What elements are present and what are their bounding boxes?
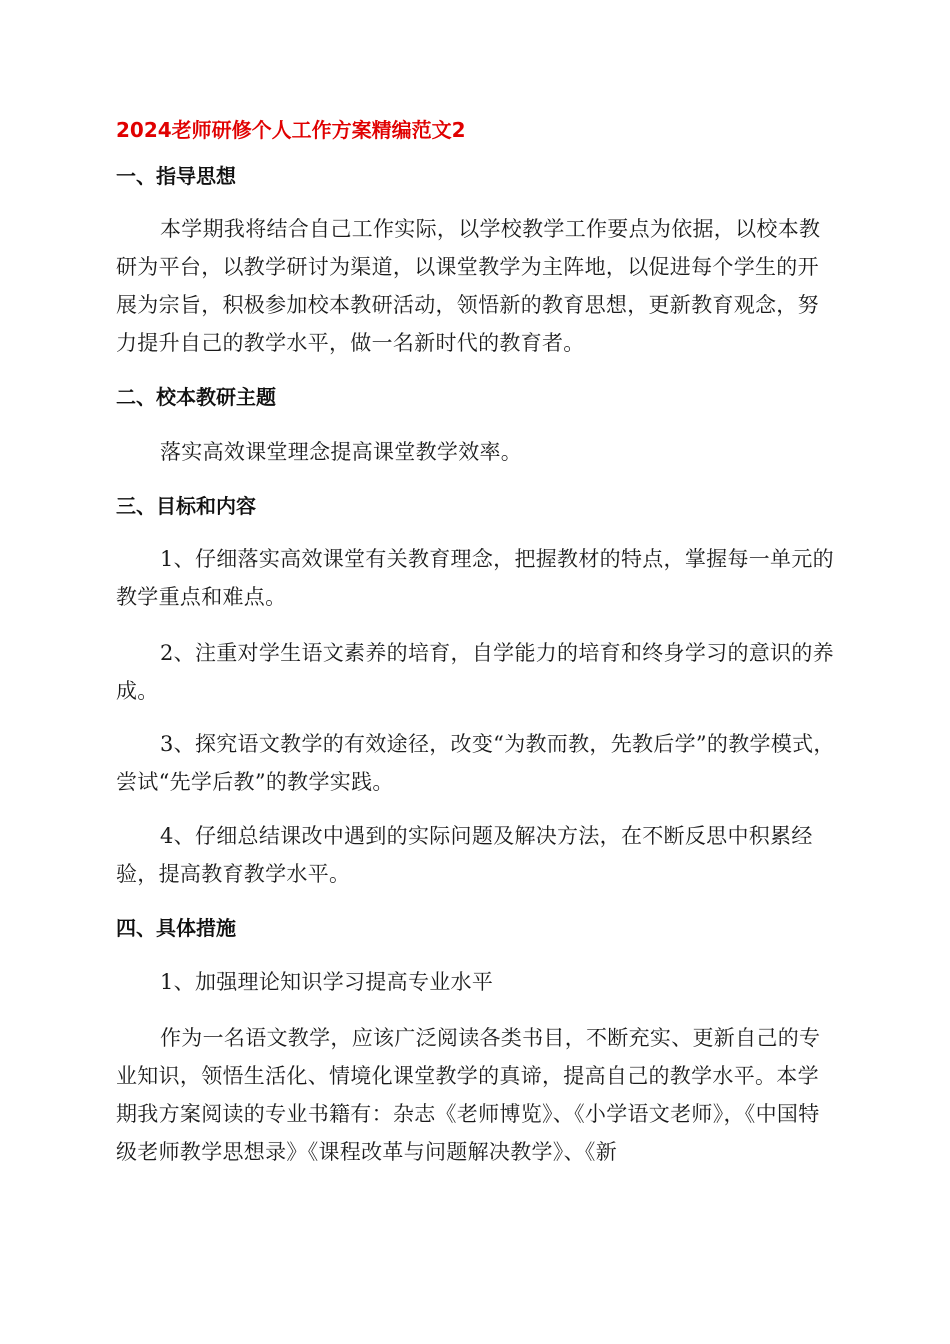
document-title: 2024老师研修个人工作方案精编范文2 [116, 118, 466, 142]
list-item: 1、仔细落实高效课堂有关教育理念，把握教材的特点，掌握每一单元的教学重点和难点。 [116, 547, 834, 609]
list-item: 4、仔细总结课改中遇到的实际问题及解决方法，在不断反思中积累经验，提高教育教学水平。 [116, 824, 813, 886]
section-heading-4: 四、具体措施 [116, 916, 236, 940]
list-item: 1、加强理论知识学习提高专业水平 [160, 970, 494, 994]
paragraph: 落实高效课堂理念提高课堂教学效率。 [160, 440, 523, 464]
list-item: 2、注重对学生语文素养的培育，自学能力的培育和终身学习的意识的养成。 [116, 641, 834, 703]
section-heading-1: 一、指导思想 [116, 164, 236, 188]
list-item: 3、探究语文教学的有效途径，改变“为教而教，先教后学”的教学模式，尝试“先学后教”的教学实践。 [116, 732, 835, 794]
paragraph: 本学期我将结合自己工作实际，以学校教学工作要点为依据，以校本教研为平台，以教学研讨为渠道，以课堂教学为主阵地，以促进每个学生的开展为宗旨，积极参加校本教研活动，领悟新的教育思想，更新教育观念，努力提升自己的教学水平，做一名新时代的教育者。 [116, 217, 821, 355]
section-heading-3: 三、目标和内容 [116, 494, 256, 518]
section-heading-2: 二、校本教研主题 [116, 385, 276, 409]
paragraph: 作为一名语文教学，应该广泛阅读各类书目，不断充实、更新自己的专业知识，领悟生活化、情境化课堂教学的真谛，提高自己的教学水平。本学期我方案阅读的专业书籍有：杂志《老师博览》、《小学语文老师》，《中国特级老师教学思想录》《课程改革与问题解决教学》、《新 [116, 1026, 821, 1164]
